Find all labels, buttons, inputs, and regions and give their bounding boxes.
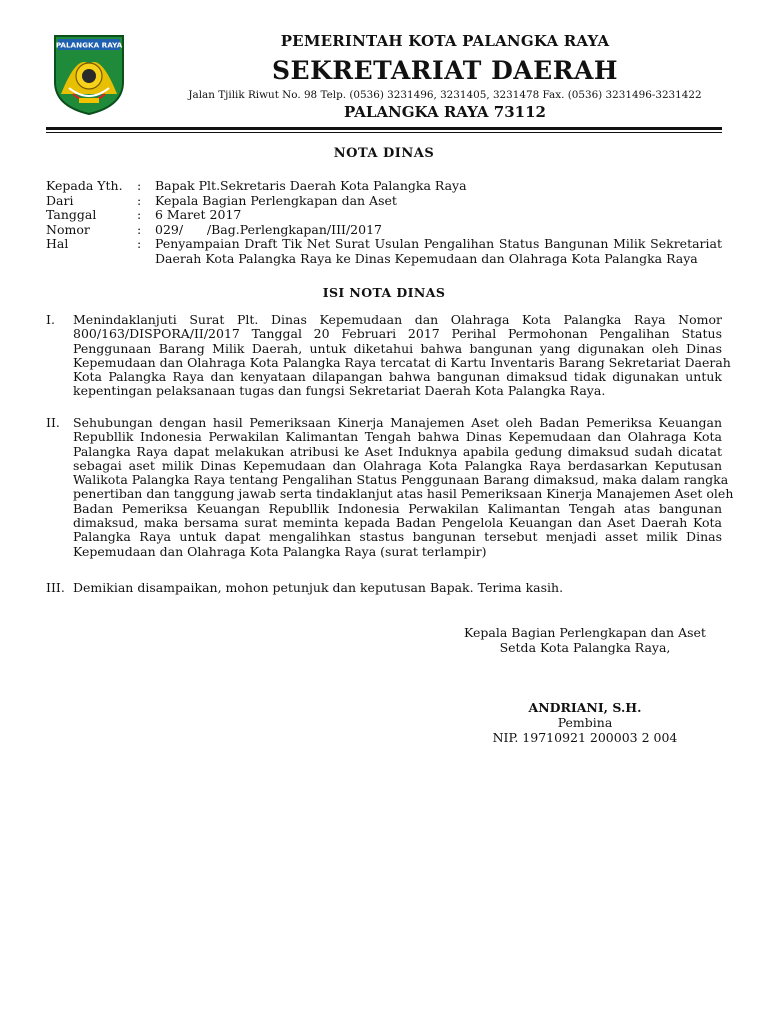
paragraph-line: Kepemudaan dan Olahraga Kota Palangka Raya (surat terlampir) (73, 543, 487, 559)
field-value: 029/ /Bag.Perlengkapan/III/2017 (155, 221, 382, 237)
paragraph-1 (46, 312, 731, 403)
paragraph-text (73, 581, 722, 595)
paragraph-line: Walikota Palangka Raya tentang Pengalihan Status Penggunaan Barang dimaksud, maka dalam rangka (73, 472, 729, 488)
signature-position (430, 625, 740, 655)
signature-position-office: Setda Kota Palangka Raya, (499, 640, 671, 655)
letterhead-government: PEMERINTAH KOTA PALANGKA RAYA (280, 32, 610, 50)
paragraph-text (73, 312, 731, 399)
field-date (46, 208, 722, 223)
paragraph-2 (46, 415, 734, 564)
paragraph-line: Demikian disampaikan, mohon petunjuk dan keputusan Bapak. Terima kasih. (73, 580, 564, 595)
paragraph-line: sebagai aset milik Dinas Kepemudaan dan Olahraga Kota Palangka Raya berdasarkan Keputusan (73, 457, 722, 473)
paragraph-line: 800/163/DISPORA/II/2017 Tanggal 20 Februari 2017 Perihal Permohonan Pengalihan Status (73, 326, 722, 342)
letterhead-rule-thick (46, 127, 722, 130)
document-title: NOTA DINAS (333, 146, 435, 161)
field-recipient (46, 179, 722, 194)
paragraph-text (73, 415, 734, 559)
field-label: Tanggal (46, 207, 97, 222)
paragraph-3 (46, 581, 722, 597)
signature-identity (435, 700, 735, 745)
field-value: Bapak Plt.Sekretaris Daerah Kota Palangka Raya (155, 178, 467, 193)
paragraph-line: Republlik Indonesia Perwakilan Kalimantan Tengah bahwa Dinas Kepemudaan dan Olahraga Kota (73, 429, 722, 445)
paragraph-line: Kota Palangka Raya dan kenyataan dilapangan bahwa bangunan dimaksud tidak digunakan untuk (73, 369, 722, 385)
paragraph-line: kepentingan pelaksanaan tugas dan fungsi Sekretariat Daerah Kota Palangka Raya. (73, 383, 606, 399)
field-sender (46, 194, 722, 209)
paragraph-line: Sehubungan dengan hasil Pemeriksaan Kinerja Manajemen Aset oleh Badan Pemeriksa Keuangan (73, 415, 722, 430)
signatory-nip: NIP. 19710921 200003 2 004 (492, 730, 678, 745)
letterhead-office: SEKRETARIAT DAERAH (271, 56, 619, 85)
field-label: Hal (46, 236, 69, 251)
paragraph-number: II. (46, 415, 60, 430)
field-number (46, 223, 722, 238)
city-emblem-logo (47, 32, 131, 116)
section-title: ISI NOTA DINAS (322, 285, 446, 300)
paragraph-line: Kepemudaan dan Olahraga Kota Palangka Raya tercatat di Kartu Inventaris Barang Sekretariat Daerah (73, 354, 731, 370)
field-separator: : (137, 192, 142, 208)
field-separator: : (137, 207, 142, 222)
field-label: Kepada Yth. (46, 178, 123, 193)
field-value: Penyampaian Draft Tik Net Surat Usulan Pengalihan Status Bangunan Milik Sekretariat Daerah Kota Palangka Raya ke Dinas Kepemudaan dan Olahraga Kota Palangka Raya (155, 236, 722, 266)
field-separator: : (137, 178, 142, 193)
signature-position-title: Kepala Bagian Perlengkapan dan Aset (464, 625, 706, 640)
field-label: Dari (46, 192, 74, 208)
paragraph-line: Badan Pemeriksa Keuangan Republlik Indonesia Perwakilan Kalimantan Tengah atas bangunan (73, 500, 722, 516)
signatory-name: ANDRIANI, S.H. (528, 700, 642, 715)
paragraph-line: penertiban dan tanggung jawab serta tindaklanjut atas hasil Pemeriksaan Kinerja Manajemen Aset oleh (73, 486, 734, 502)
memo-header-fields (46, 179, 722, 266)
field-value: 6 Maret 2017 (155, 207, 242, 222)
letterhead-rule-thin (46, 132, 722, 133)
paragraph-number: I. (46, 312, 55, 327)
logo-text: PALANGKA RAYA (55, 40, 123, 50)
field-label: Nomor (46, 221, 90, 237)
letterhead-city: PALANGKA RAYA 73112 (344, 103, 546, 121)
paragraph-line: dimaksud, maka bersama surat meminta kepada Badan Pengelola Keuangan dan Aset Daerah Kota (73, 515, 722, 531)
paragraph-line: Penggunaan Barang Milik Daerah, untuk diketahui bahwa bangunan yang digunakan oleh Dinas (73, 340, 722, 356)
field-subject (46, 237, 722, 266)
signatory-rank: Pembina (557, 715, 613, 730)
field-separator: : (137, 221, 142, 237)
paragraph-line: Palangka Raya untuk dapat mengalihkan stastus bangunan tersebut menjadi asset milik Dinas (73, 529, 722, 545)
paragraph-line: Menindaklanjuti Surat Plt. Dinas Kepemudaan dan Olahraga Kota Palangka Raya Nomor (73, 312, 722, 327)
field-value: Kepala Bagian Perlengkapan dan Aset (155, 192, 397, 208)
paragraph-number: III. (46, 580, 65, 595)
letterhead-address: Jalan Tjilik Riwut No. 98 Telp. (0536) 3231496, 3231405, 3231478 Fax. (0536) 3231496-3231422 (188, 89, 702, 101)
field-separator: : (137, 236, 142, 251)
paragraph-line: Palangka Raya dapat melakukan atribusi ke Aset Induknya apabila gedung dimaksud sudah dicatat (73, 443, 722, 459)
